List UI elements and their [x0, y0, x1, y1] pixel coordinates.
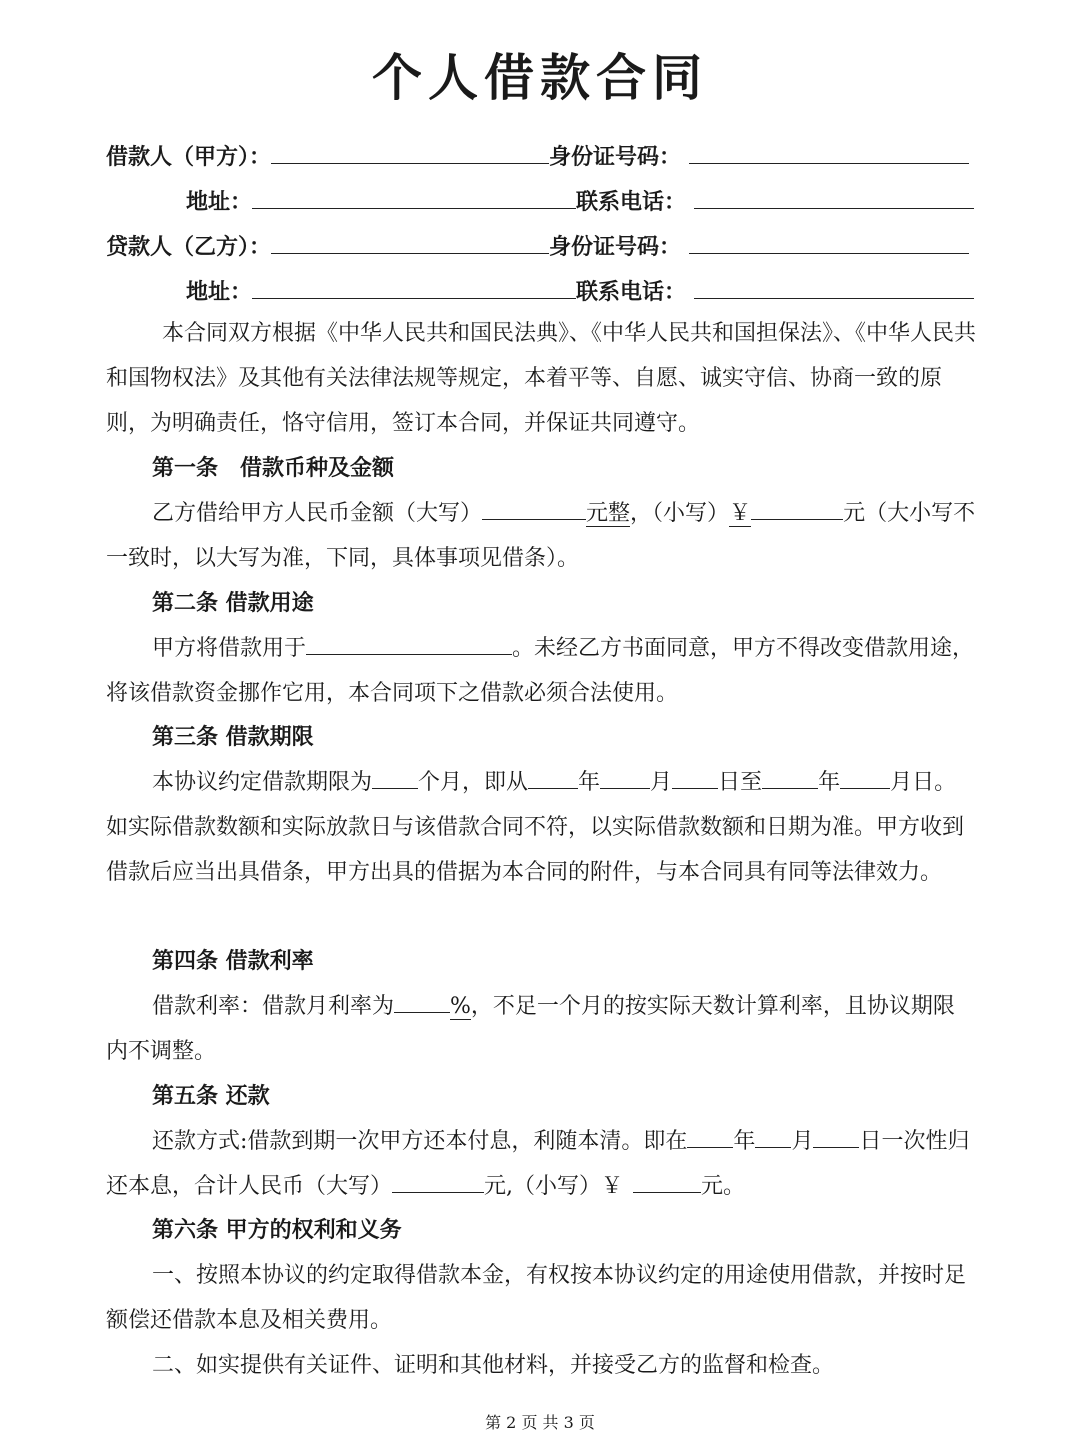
- day-to-label: 日至: [718, 770, 763, 795]
- monthly-rate-blank[interactable]: [394, 990, 450, 1013]
- article-3-heading: 第三条 借款期限: [152, 724, 314, 750]
- end-month-label: 月: [890, 770, 913, 795]
- percent-sign: %: [450, 994, 471, 1019]
- article-2-text-1: 甲方将借款用于: [152, 636, 307, 661]
- article-1-text-3: ，（小写）: [630, 501, 730, 526]
- borrower-address-label: 地址：: [186, 189, 253, 215]
- borrower-address-row: [186, 186, 974, 218]
- borrower-name-blank[interactable]: [271, 141, 549, 164]
- article-5-text-4: 元。: [701, 1174, 746, 1199]
- total-uppercase-blank[interactable]: [392, 1170, 484, 1193]
- yuan-symbol: ￥: [729, 501, 752, 526]
- article-1-text-2: 元整: [586, 501, 631, 526]
- article-5-text-1: 还款方式:借款到期一次甲方还本付息，利随本清。即在: [152, 1129, 688, 1154]
- lender-id-blank[interactable]: [689, 231, 969, 254]
- lender-address-blank[interactable]: [252, 276, 576, 299]
- article-2-text-2: 。未经乙方书面同意，甲方不得改变借款用途，将该借款资金挪作它用，本合同项下之借款必须合法使用。: [106, 636, 975, 706]
- borrower-label: 借款人（甲方）：: [106, 144, 272, 170]
- end-month-blank[interactable]: [840, 766, 890, 789]
- borrower-phone-label: 联系电话：: [576, 189, 687, 215]
- article-3-text-3: 日。如实际借款数额和实际放款日与该借款合同不符，以实际借款数额和日期为准。甲方收到借款后应当出具借条，甲方出具的借据为本合同的附件，与本合同具有同等法律效力。: [106, 770, 965, 885]
- repay-month-label: 月: [791, 1129, 814, 1154]
- article-5-heading: 第五条 还款: [152, 1083, 270, 1109]
- lender-row: [106, 231, 969, 263]
- borrower-row: [106, 141, 969, 173]
- article-1-text-5: 元（大小写不一致时，以大写为准，下同，具体事项见借条）。: [106, 501, 976, 571]
- borrower-id-blank[interactable]: [689, 141, 969, 164]
- article-1-heading: 第一条 借款币种及金额: [152, 455, 395, 481]
- article-6-item-2: 二、如实提供有关证件、证明和其他材料，并接受乙方的监督和检查。: [152, 1353, 835, 1378]
- article-3-text-2: 个月，即从: [418, 770, 529, 795]
- article-1-text-1: 乙方借给甲方人民币金额（大写）: [152, 501, 483, 526]
- page-number: 第 2 页 共 3 页: [485, 1413, 595, 1432]
- start-year-label: 年: [578, 770, 601, 795]
- borrower-id-label: 身份证号码：: [549, 144, 682, 170]
- article-4-text-3: ，不足一个月的按实际天数计算利率，且协议期限内不调整。: [106, 994, 955, 1064]
- document-title: 个人借款合同: [372, 48, 708, 107]
- article-4-body: [106, 984, 976, 1074]
- article-4-text-1: 借款利率：借款月利率为: [152, 994, 395, 1019]
- repay-day-blank[interactable]: [813, 1125, 859, 1148]
- borrower-address-blank[interactable]: [252, 186, 576, 209]
- loan-purpose-blank[interactable]: [306, 632, 512, 655]
- repay-year-label: 年: [733, 1129, 756, 1154]
- end-year-label: 年: [818, 770, 841, 795]
- repay-month-blank[interactable]: [755, 1125, 791, 1148]
- lender-name-blank[interactable]: [271, 231, 549, 254]
- article-6-item-1: 一、按照本协议的约定取得借款本金，有权按本协议约定的用途使用借款，并按时足额偿还借款本息及相关费用。: [106, 1263, 967, 1333]
- start-year-blank[interactable]: [528, 766, 578, 789]
- article-4-heading: 第四条 借款利率: [152, 948, 314, 974]
- end-year-blank[interactable]: [762, 766, 818, 789]
- lender-address-row: [186, 276, 974, 308]
- amount-lowercase-blank[interactable]: [751, 497, 843, 520]
- amount-uppercase-blank[interactable]: [482, 497, 586, 520]
- lender-address-label: 地址：: [186, 279, 253, 305]
- article-5-text-2: 日一次性归还本息，合计人民币（大写）: [106, 1129, 970, 1199]
- article-6-heading: 第六条 甲方的权利和义务: [152, 1217, 402, 1243]
- start-day-blank[interactable]: [672, 766, 718, 789]
- article-3-body: [106, 760, 976, 895]
- article-5-text-3: 元,（小写）￥: [484, 1174, 624, 1199]
- borrower-phone-blank[interactable]: [694, 186, 974, 209]
- start-month-label: 月: [650, 770, 673, 795]
- total-lowercase-blank[interactable]: [633, 1170, 701, 1193]
- term-months-blank[interactable]: [372, 766, 418, 789]
- lender-phone-blank[interactable]: [694, 276, 974, 299]
- lender-id-label: 身份证号码：: [549, 234, 682, 260]
- lender-label: 贷款人（乙方）：: [106, 234, 272, 260]
- article-3-text-1: 本协议约定借款期限为: [152, 770, 373, 795]
- article-1-body: [106, 491, 976, 581]
- article-2-body: [106, 626, 976, 716]
- article-5-body: [106, 1119, 976, 1209]
- article-2-heading: 第二条 借款用途: [152, 590, 314, 616]
- start-month-blank[interactable]: [600, 766, 650, 789]
- lender-phone-label: 联系电话：: [576, 279, 687, 305]
- intro-paragraph: 本合同双方根据《中华人民共和国民法典》、《中华人民共和国担保法》、《中华人民共和国物权法》及其他有关法律法规等规定，本着平等、自愿、诚实守信、协商一致的原则，为明确责任，恪守信用，签订本合同，并保证共同遵守。: [106, 321, 977, 436]
- repay-year-blank[interactable]: [687, 1125, 733, 1148]
